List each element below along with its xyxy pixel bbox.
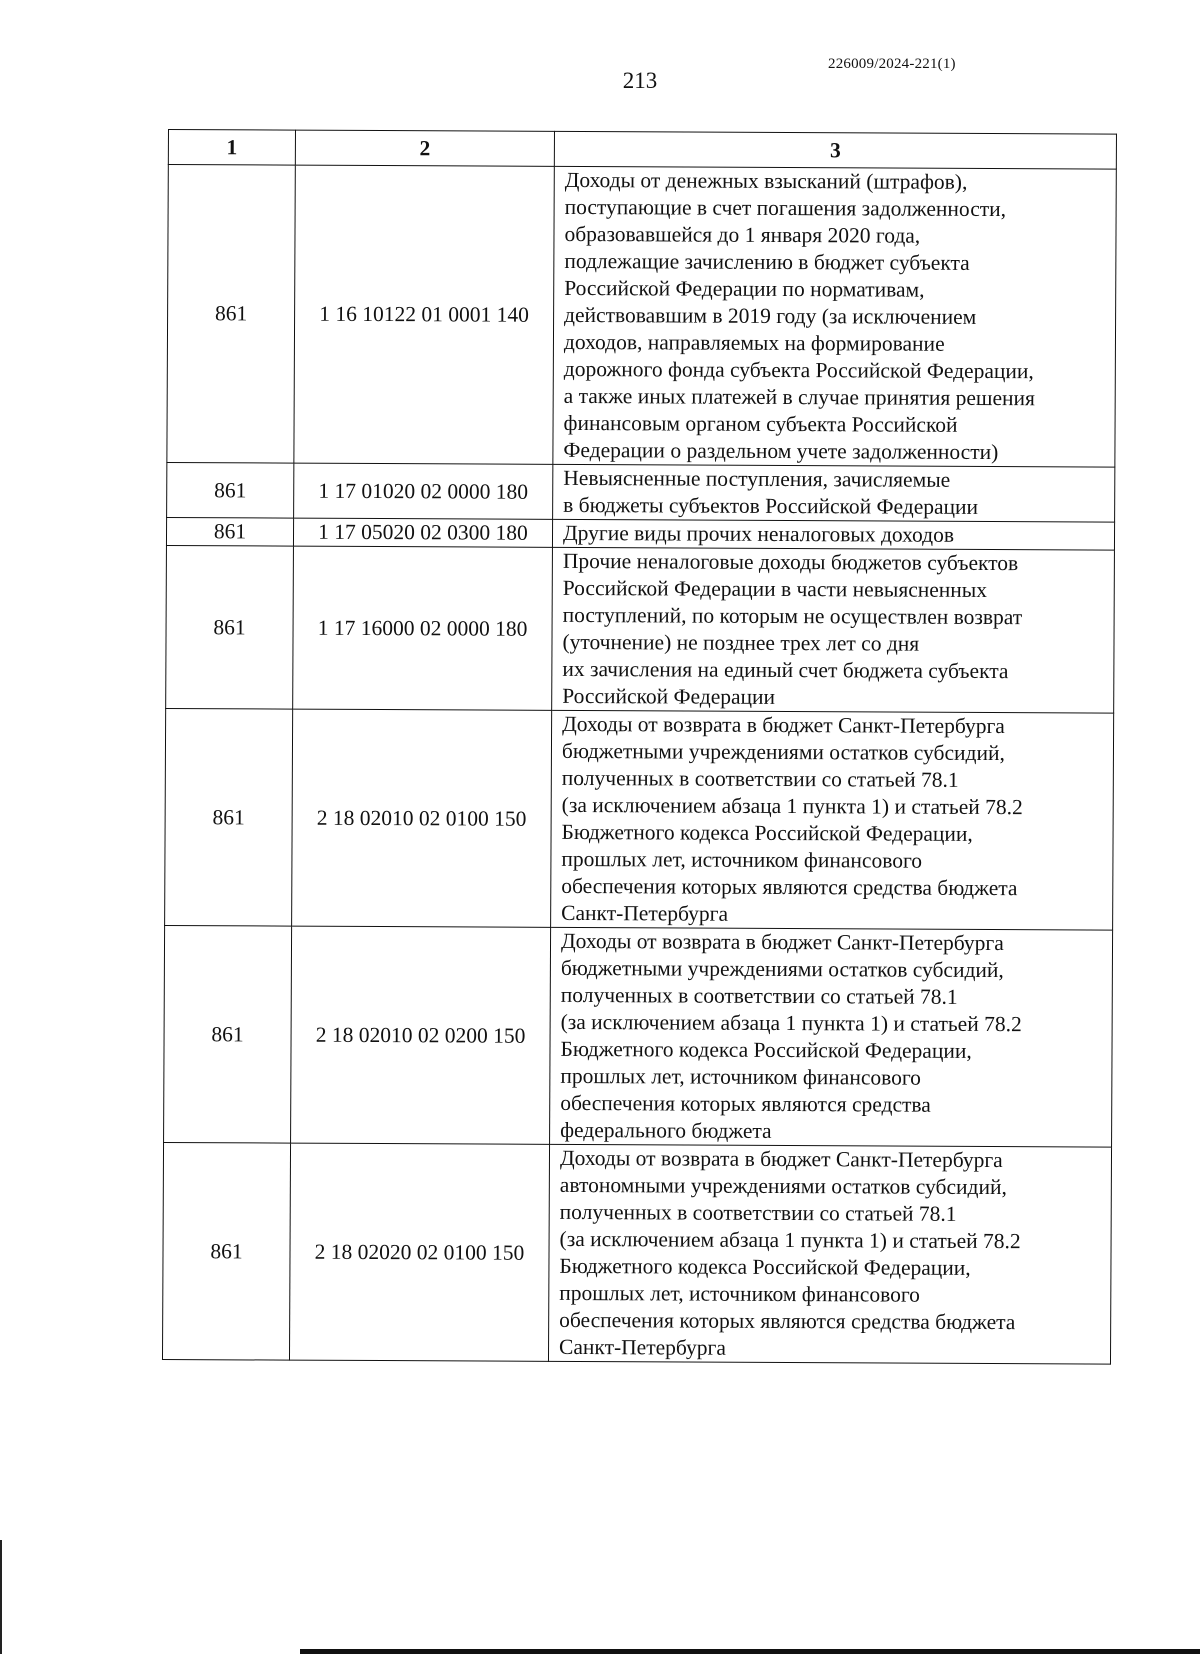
admin-code-cell: 861	[164, 925, 292, 1143]
revenue-name-line: прошлых лет, источником финансового	[560, 1063, 922, 1090]
document-registration-number: 226009/2024-221(1)	[828, 56, 956, 72]
revenue-name-line: Бюджетного кодекса Российской Федерации,	[559, 1253, 971, 1280]
revenue-name-line: (за исключением абзаца 1 пункта 1) и статьей 78.2	[559, 1226, 1021, 1254]
revenue-name-line: доходов, направляемых на формирование	[563, 329, 945, 356]
table-row	[162, 1142, 1111, 1364]
budget-classification-code-cell: 1 17 16000 02 0000 180	[293, 546, 553, 710]
revenue-name-cell	[553, 166, 1116, 467]
revenue-name-line: Российской Федерации в части невыясненных	[562, 575, 988, 603]
table-row	[167, 462, 1115, 522]
revenue-name-line: а также иных платежей в случае принятия решения	[563, 383, 1035, 411]
revenue-name-line: Санкт-Петербурга	[561, 900, 729, 926]
budget-classification-code-cell: 1 17 05020 02 0300 180	[293, 518, 552, 547]
revenue-name-line: образовавшейся до 1 января 2020 года,	[564, 221, 921, 248]
revenue-name-line: действовавшим в 2019 году (за исключением	[564, 302, 977, 329]
revenue-name-line: их зачисления на единый счет бюджета субъекта	[562, 656, 1009, 684]
page-number: 213	[622, 68, 658, 93]
revenue-name-line: обеспечения которых являются средства бюджета	[559, 1307, 1016, 1335]
revenue-name-line: поступлений, по которым не осуществлен возврат	[562, 602, 1023, 630]
budget-classification-code-cell: 2 18 02020 02 0100 150	[289, 1143, 549, 1361]
column-header-3: 3	[554, 131, 1116, 169]
revenue-name-line: полученных в соответствии со статьей 78.1	[560, 982, 958, 1009]
revenue-name-line: (за исключением абзаца 1 пункта 1) и статьей 78.2	[560, 1009, 1022, 1037]
column-header-1: 1	[168, 130, 295, 166]
admin-code-cell: 861	[165, 708, 293, 926]
revenue-name-line: Невыясненные поступления, зачисляемые	[563, 465, 951, 492]
revenue-name-line: автономными учреждениями остатков субсидий,	[559, 1172, 1007, 1200]
revenue-name-line: Прочие неналоговые доходы бюджетов субъектов	[562, 548, 1019, 576]
revenue-name-line: дорожного фонда субъекта Российской Федерации,	[563, 356, 1034, 384]
revenue-name-cell	[553, 464, 1115, 522]
admin-code-cell: 861	[166, 517, 293, 546]
revenue-name-line: в бюджеты субъектов Российской Федерации	[563, 492, 979, 519]
admin-code-cell: 861	[167, 462, 294, 518]
revenue-name-line: Доходы от возврата в бюджет Санкт-Петербурга	[559, 1145, 1003, 1173]
revenue-name-cell	[548, 1144, 1111, 1364]
revenue-name-line: Российской Федерации по нормативам,	[564, 275, 925, 302]
table-header	[168, 130, 1116, 170]
revenue-name-line: Бюджетного кодекса Российской Федерации,	[561, 819, 973, 846]
revenue-name-cell	[550, 927, 1113, 1147]
table-header-row	[168, 130, 1116, 170]
admin-code-cell: 861	[166, 545, 294, 709]
revenue-name-line: Бюджетного кодекса Российской Федерации,	[560, 1036, 972, 1063]
revenue-name-line: федерального бюджета	[560, 1117, 772, 1143]
revenue-name-line: Доходы от возврата в бюджет Санкт-Петербурга	[560, 928, 1004, 956]
budget-classification-code-cell: 2 18 02010 02 0200 150	[291, 926, 551, 1144]
admin-code-cell: 861	[167, 165, 295, 464]
revenue-name-line: подлежащие зачислению в бюджет субъекта	[564, 248, 970, 275]
revenue-name-line: Федерации о раздельном учете задолженности)	[563, 437, 999, 465]
revenue-name-line: (уточнение) не позднее трех лет со дня	[562, 629, 920, 656]
revenue-name-line: Санкт-Петербурга	[558, 1334, 726, 1360]
scan-edge-mark-left	[0, 1540, 2, 1654]
revenue-name-line: обеспечения которых являются средства	[560, 1090, 931, 1117]
revenue-name-line: бюджетными учреждениями остатков субсидий,	[560, 955, 1004, 983]
budget-classification-code-cell: 2 18 02010 02 0100 150	[292, 709, 552, 927]
budget-classification-code-cell: 1 17 01020 02 0000 180	[294, 463, 553, 519]
revenue-name-line: Российской Федерации	[562, 683, 776, 709]
column-header-2: 2	[295, 130, 554, 166]
revenue-name-line: поступающие в счет погашения задолженности,	[564, 194, 1007, 222]
table-row	[167, 165, 1116, 468]
revenue-name-line: полученных в соответствии со статьей 78.1	[559, 1199, 957, 1226]
revenue-name-cell	[551, 710, 1114, 930]
budget-classification-code-cell: 1 16 10122 01 0001 140	[294, 165, 554, 464]
admin-code-cell: 861	[162, 1142, 290, 1360]
table-body	[162, 165, 1116, 1365]
revenue-name-line: обеспечения которых являются средства бюджета	[561, 873, 1018, 901]
revenue-name-line: бюджетными учреждениями остатков субсидий,	[561, 738, 1005, 766]
scan-edge-mark-bottom	[300, 1649, 1200, 1654]
revenue-name-line: прошлых лет, источником финансового	[561, 846, 923, 873]
table-row	[166, 545, 1115, 713]
revenue-name-line: Доходы от возврата в бюджет Санкт-Петербурга	[562, 711, 1005, 739]
revenue-name-line: финансовым органом субъекта Российской	[563, 410, 958, 437]
table-row	[165, 708, 1114, 930]
revenue-name-line: (за исключением абзаца 1 пункта 1) и статьей 78.2	[561, 792, 1023, 820]
revenue-name-line: полученных в соответствии со статьей 78.1	[561, 765, 959, 792]
revenue-name-cell	[552, 547, 1115, 713]
revenue-codes-table	[162, 129, 1117, 1365]
revenue-name-cell	[552, 519, 1114, 550]
revenue-name-line: Доходы от денежных взысканий (штрафов),	[564, 167, 968, 194]
revenue-name-line: прошлых лет, источником финансового	[559, 1280, 920, 1307]
revenue-name-line: Другие виды прочих неналоговых доходов	[562, 520, 955, 547]
table-row	[164, 925, 1113, 1147]
